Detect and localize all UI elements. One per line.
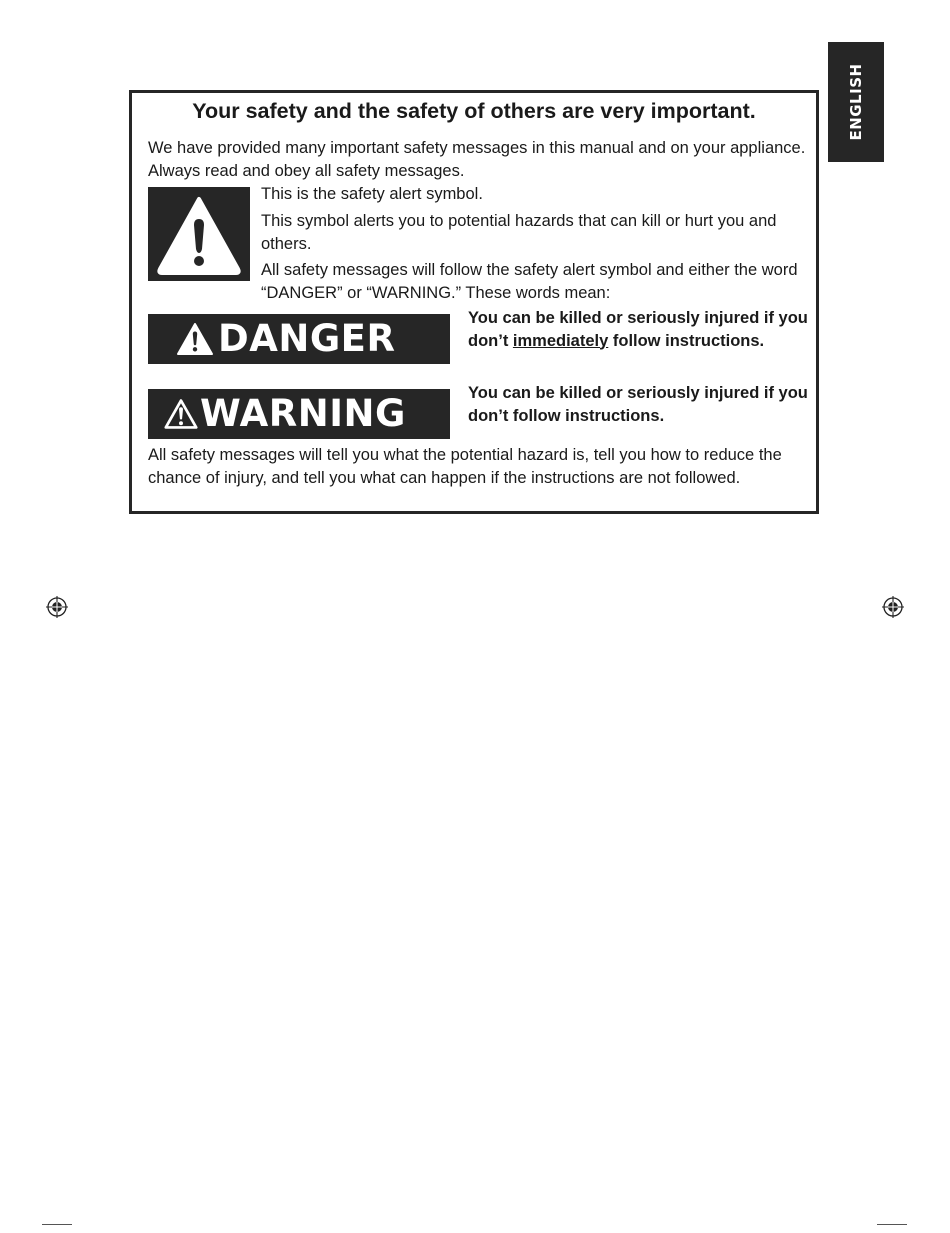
language-tab-label: ENGLISH [847,63,865,141]
safety-title: Your safety and the safety of others are very important. [192,99,756,123]
warning-banner [148,389,450,439]
danger-meaning-emphasis: immediately [512,331,609,350]
warning-meaning: You can be killed or seriously injured if you don’t follow instructions. [468,384,808,425]
safety-intro: We have provided many important safety messages in this manual and on your appliance. Always read and obey all safety messages. [148,139,806,180]
crop-mark [42,1224,72,1225]
language-tab [828,42,884,162]
registration-mark-icon [46,596,68,618]
danger-alert-icon [176,322,214,356]
symbol-description-2: This symbol alerts you to potential hazards that can kill or hurt you and others. [261,212,777,253]
warning-label: WARNING [200,392,406,435]
registration-mark-icon [882,596,904,618]
danger-label: DANGER [218,317,396,360]
danger-meaning-start: You can be killed or seriously injured if you don’t [468,309,808,350]
safety-notice-box [129,90,819,514]
symbol-description-1: This is the safety alert symbol. [261,185,483,203]
warning-alert-icon [164,397,198,431]
safety-closing: All safety messages will tell you what the potential hazard is, tell you how to reduce the chance of injury, and tell you what can happen if the instructions are not followed. [148,446,782,487]
symbol-description-3: All safety messages will follow the safety alert symbol and either the word “DANGER” or “WARNING.” These words mean: [261,261,798,302]
danger-meaning [468,307,813,352]
crop-mark [877,1224,907,1225]
danger-banner [148,314,450,364]
danger-meaning-end: follow instructions. [608,331,765,350]
warning-triangle-icon [148,187,250,281]
